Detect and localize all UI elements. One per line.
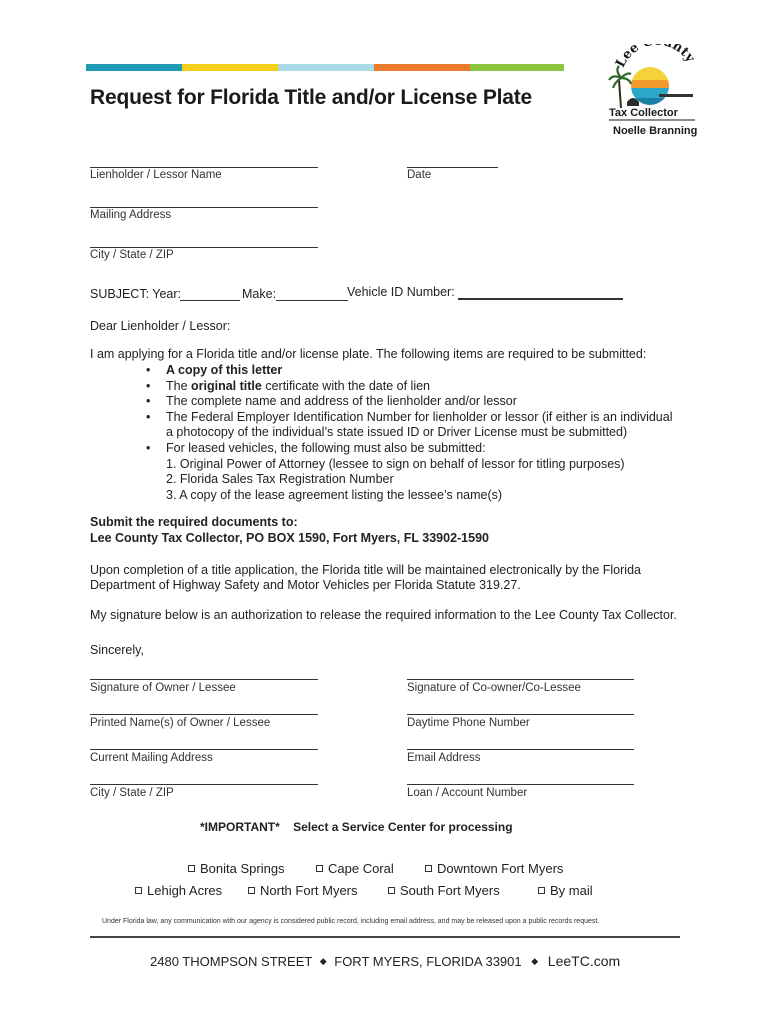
option-north-fort-myers[interactable]: North Fort Myers <box>248 883 358 898</box>
loan-line[interactable] <box>407 784 634 785</box>
footer-address <box>150 953 620 969</box>
mailing-line[interactable] <box>90 207 318 208</box>
logo-graphic <box>605 44 705 138</box>
loan-label: Loan / Account Number <box>407 787 528 799</box>
lienholder-label: Lienholder / Lessor Name <box>90 169 222 181</box>
stripe-teal <box>86 64 182 71</box>
intro-text: I am applying for a Florida title and/or license plate. The following items are required to be submitted: <box>90 347 647 361</box>
sig-coowner-label: Signature of Co-owner/Co-Lessee <box>407 682 581 694</box>
completion-text-1: Upon completion of a title application, the Florida title will be maintained electronically by the Florida <box>90 563 641 577</box>
bullet-icon: • <box>146 378 151 393</box>
list-item: • The complete name and address of the lienholder and/or lessor <box>146 394 517 409</box>
checkbox-icon[interactable] <box>425 865 432 872</box>
email-line[interactable] <box>407 749 634 750</box>
option-cape-coral[interactable]: Cape Coral <box>316 861 394 876</box>
phone-line[interactable] <box>407 714 634 715</box>
lienholder-line[interactable] <box>90 167 318 168</box>
phone-label: Daytime Phone Number <box>407 717 530 729</box>
logo-arc-text: Lee nty <box>613 44 698 71</box>
service-heading: *IMPORTANT* Select a Service Center for processing <box>200 820 513 834</box>
authorization-text: My signature below is an authorization to release the required information to the Lee County Tax Collector. <box>90 608 677 622</box>
checkbox-icon[interactable] <box>248 887 255 894</box>
lee-county-logo <box>605 44 705 138</box>
subject-year-label: SUBJECT: Year: <box>90 287 182 301</box>
sig-city-label: City / State / ZIP <box>90 787 174 799</box>
required-items-list <box>146 363 673 503</box>
date-line[interactable] <box>407 167 498 168</box>
stripe-green <box>470 64 564 71</box>
bullet-icon: • <box>146 440 151 455</box>
submit-heading: Submit the required documents to: <box>90 515 298 529</box>
salutation: Dear Lienholder / Lessor: <box>90 319 231 333</box>
closing: Sincerely, <box>90 643 144 657</box>
footer-city: FORT MYERS, FLORIDA 33901 <box>334 954 522 969</box>
footer-divider <box>90 936 680 938</box>
subject-make-label: Make: <box>242 287 277 301</box>
date-label: Date <box>407 169 432 181</box>
stripe-yellow <box>182 64 278 71</box>
diamond-icon: ◆ <box>531 956 539 966</box>
option-by-mail[interactable]: By mail <box>538 883 593 898</box>
sig-city-line[interactable] <box>90 784 318 785</box>
sig-coowner-line[interactable] <box>407 679 634 680</box>
city-line[interactable] <box>90 247 318 248</box>
footer-street: 2480 THOMPSON STREET <box>150 954 313 969</box>
diamond-icon: ◆ <box>319 956 327 966</box>
vin-line[interactable] <box>458 298 623 300</box>
year-line[interactable] <box>180 300 240 301</box>
checkbox-icon[interactable] <box>538 887 545 894</box>
option-bonita-springs[interactable]: Bonita Springs <box>188 861 285 876</box>
page-title: Request for Florida Title and/or License Plate <box>90 86 533 109</box>
checkbox-icon[interactable] <box>188 865 195 872</box>
current-address-line[interactable] <box>90 749 318 750</box>
footer-website-link[interactable]: LeeTC.com <box>547 953 621 969</box>
completion-text-2: Department of Highway Safety and Motor Vehicles per Florida Statute 319.27. <box>90 578 521 592</box>
city-label: City / State / ZIP <box>90 249 174 261</box>
checkbox-icon[interactable] <box>135 887 142 894</box>
list-item: • The Federal Employer Identification Number for lienholder or lessor (if either is an individual a photocopy of the individual’s state issued ID or Driver License must be submitted) <box>146 409 673 440</box>
stripe-orange <box>374 64 470 71</box>
bullet-icon: • <box>146 363 151 377</box>
checkbox-icon[interactable] <box>316 865 323 872</box>
subject-vin-label: Vehicle ID Number: <box>347 285 455 299</box>
list-item: • For leased vehicles, the following must also be submitted: 1. Original Power of Attorney (lessee to sign on behalf of lessor for titling purposes) 2. Florida Sales Tax Registration Number 3. A copy of the lease agreement listing the lessee’s name(s) <box>146 440 625 502</box>
checkbox-icon[interactable] <box>388 887 395 894</box>
printed-name-line[interactable] <box>90 714 318 715</box>
public-records-disclaimer: Under Florida law, any communication with our agency is considered public record, including email address, and may be released upon a public records request. <box>102 918 600 925</box>
bullet-icon: • <box>146 409 151 424</box>
sig-owner-label: Signature of Owner / Lessee <box>90 682 236 694</box>
bullet-icon: • <box>146 394 151 409</box>
current-address-label: Current Mailing Address <box>90 752 213 764</box>
option-downtown-fort-myers[interactable]: Downtown Fort Myers <box>425 861 563 876</box>
list-item: • A copy of this letter <box>146 363 283 377</box>
option-south-fort-myers[interactable]: South Fort Myers <box>388 883 500 898</box>
submit-address: Lee County Tax Collector, PO BOX 1590, Fort Myers, FL 33902-1590 <box>90 531 489 545</box>
email-label: Email Address <box>407 752 481 764</box>
mailing-label: Mailing Address <box>90 209 172 221</box>
option-lehigh-acres[interactable]: Lehigh Acres <box>135 883 222 898</box>
make-line[interactable] <box>276 300 348 301</box>
list-item: • The original title certificate with the date of lien <box>146 378 431 393</box>
printed-name-label: Printed Name(s) of Owner / Lessee <box>90 717 271 729</box>
sig-owner-line[interactable] <box>90 679 318 680</box>
stripe-light-blue <box>278 64 374 71</box>
logo-name: Tax Collector <box>609 107 678 119</box>
logo-person: Noelle Branning <box>613 125 698 137</box>
